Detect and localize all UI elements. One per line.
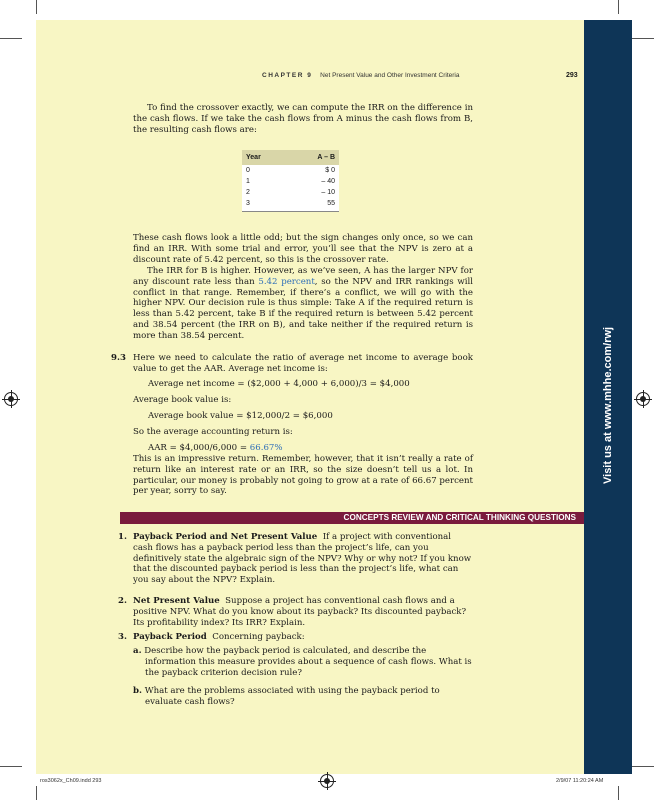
question-3: [133, 632, 473, 643]
registration-mark-icon: [4, 392, 18, 406]
question-body: Suppose a project has conventional cash flows and a positive NPV. What do you know about its payback? Its discounted payback? Its profitability index? Its IRR? Explain.: [133, 596, 467, 628]
running-head: [262, 72, 460, 79]
page-number: 293: [566, 72, 578, 79]
table-cell: 1: [246, 178, 250, 185]
registration-mark-icon: [320, 774, 334, 788]
footer-timestamp: 2/9/07 11:20:24 AM: [556, 778, 604, 784]
question-number: 2.: [118, 596, 127, 606]
crossover-rate-link[interactable]: 5.42 percent: [258, 276, 315, 287]
trim-mark: [632, 38, 654, 39]
closing-paragraph: This is an impressive return. Remember, however, that it isn’t really a rate of return like an interest rate or an IRR, so the size doesn’t tell us a lot. In particular, our money is probably not going to grow at a rate of 66.67 percent per year, sorry to say.: [133, 454, 473, 497]
question-title: Payback Period: [133, 632, 207, 642]
subpart-b: [133, 686, 473, 708]
intro-paragraph: To find the crossover exactly, we can compute the IRR on the difference in the cash flows. If we take the cash flows from A minus the cash flows from B, the resulting cash flows are:: [133, 103, 473, 135]
equation-net-income: Average net income = ($2,000 + 4,000 + 6,000)/3 = $4,000: [148, 379, 410, 389]
label-book-value: Average book value is:: [133, 395, 232, 405]
table-header-year: Year: [242, 150, 288, 165]
trim-mark: [0, 766, 22, 767]
table-cell: – 40: [321, 178, 335, 185]
subpart-text: What are the problems associated with using the payback period to evaluate cash flows?: [144, 686, 440, 707]
chapter-title: Net Present Value and Other Investment Criteria: [320, 72, 460, 79]
table-row: [242, 198, 339, 212]
subpart-text: Describe how the payback period is calculated, and describe the information this measure provides about a sequence of cash flows. What is the payback criterion decision rule?: [144, 646, 472, 678]
question-title: Net Present Value: [133, 596, 220, 606]
solution-number: 9.3: [111, 353, 126, 363]
table-row: [242, 187, 339, 198]
footer-filename: ros3062x_Ch09.indd 293: [40, 778, 102, 784]
subpart-label: a.: [133, 646, 142, 656]
table-cell: 0: [246, 167, 250, 174]
question-number: 3.: [118, 632, 127, 642]
question-number: 1.: [118, 532, 127, 542]
question-body: Concerning payback:: [212, 632, 305, 642]
question-1: [133, 532, 473, 586]
chapter-label: CHAPTER 9: [262, 72, 313, 79]
question-body: If a project with conventional cash flows has a payback period less than the project’s life, can you definitively state the algebraic sign of the NPV? Why or why not? If you know that the discounted payback period is less than the project’s life, what can you say about the NPV? Explain.: [133, 532, 472, 586]
subpart-label: b.: [133, 686, 143, 696]
table-row: [242, 176, 339, 187]
question-title: Payback Period and Net Present Value: [133, 532, 318, 542]
table-cell: – 10: [321, 189, 335, 196]
crossover-paragraph: These cash flows look a little odd; but the sign changes only once, so we can find an IRR. With some trial and error, you’ll see that the NPV is zero at a discount rate of 5.42 percent, so this is the crossover rate.: [133, 233, 473, 265]
registration-mark-icon: [636, 392, 650, 406]
equation-aar: [148, 443, 283, 453]
irr-text: The IRR for B is higher. However, as we’ve seen, A has the larger NPV for any discount rate less than: [133, 266, 473, 287]
equation-book-value: Average book value = $12,000/2 = $6,000: [148, 411, 333, 421]
table-cell: 2: [246, 189, 250, 196]
table-cell: 55: [288, 198, 339, 212]
sidebar-url-text: Visit us at www.mhhe.com/rwj: [602, 326, 614, 484]
irr-paragraph: [133, 266, 473, 342]
trim-mark: [36, 786, 37, 800]
question-2: [133, 596, 473, 628]
aar-value-link[interactable]: 66.67%: [249, 443, 283, 453]
trim-mark: [36, 0, 37, 14]
aar-paragraph: Here we need to calculate the ratio of average net income to average book value to get the AAR. Average net income is:: [133, 353, 473, 374]
trim-mark: [618, 0, 619, 14]
cash-flow-table: [242, 150, 339, 212]
aar-text: AAR = $4,000/6,000 =: [148, 443, 250, 453]
trim-mark: [618, 786, 619, 800]
table-cell: 3: [242, 198, 288, 212]
table-cell: $ 0: [325, 167, 335, 174]
trim-mark: [632, 766, 654, 767]
table-header-diff: A – B: [288, 150, 339, 165]
subpart-a: [133, 646, 473, 678]
section-banner: CONCEPTS REVIEW AND CRITICAL THINKING QUESTIONS: [120, 512, 584, 524]
trim-mark: [0, 38, 22, 39]
label-aar: So the average accounting return is:: [133, 427, 293, 437]
irr-text: , so the NPV and IRR rankings will conflict in that range. Remember, if there’s a conflict, we will go with the higher NPV. Our decision rule is thus simple: Take A if the required return is less than 5.42 percent, take B if the required return is between 5.42 percent and 38.54 percent (the IRR on B), and take neither if the required return is more than 38.54 percent.: [133, 276, 473, 341]
table-row: [242, 165, 339, 176]
